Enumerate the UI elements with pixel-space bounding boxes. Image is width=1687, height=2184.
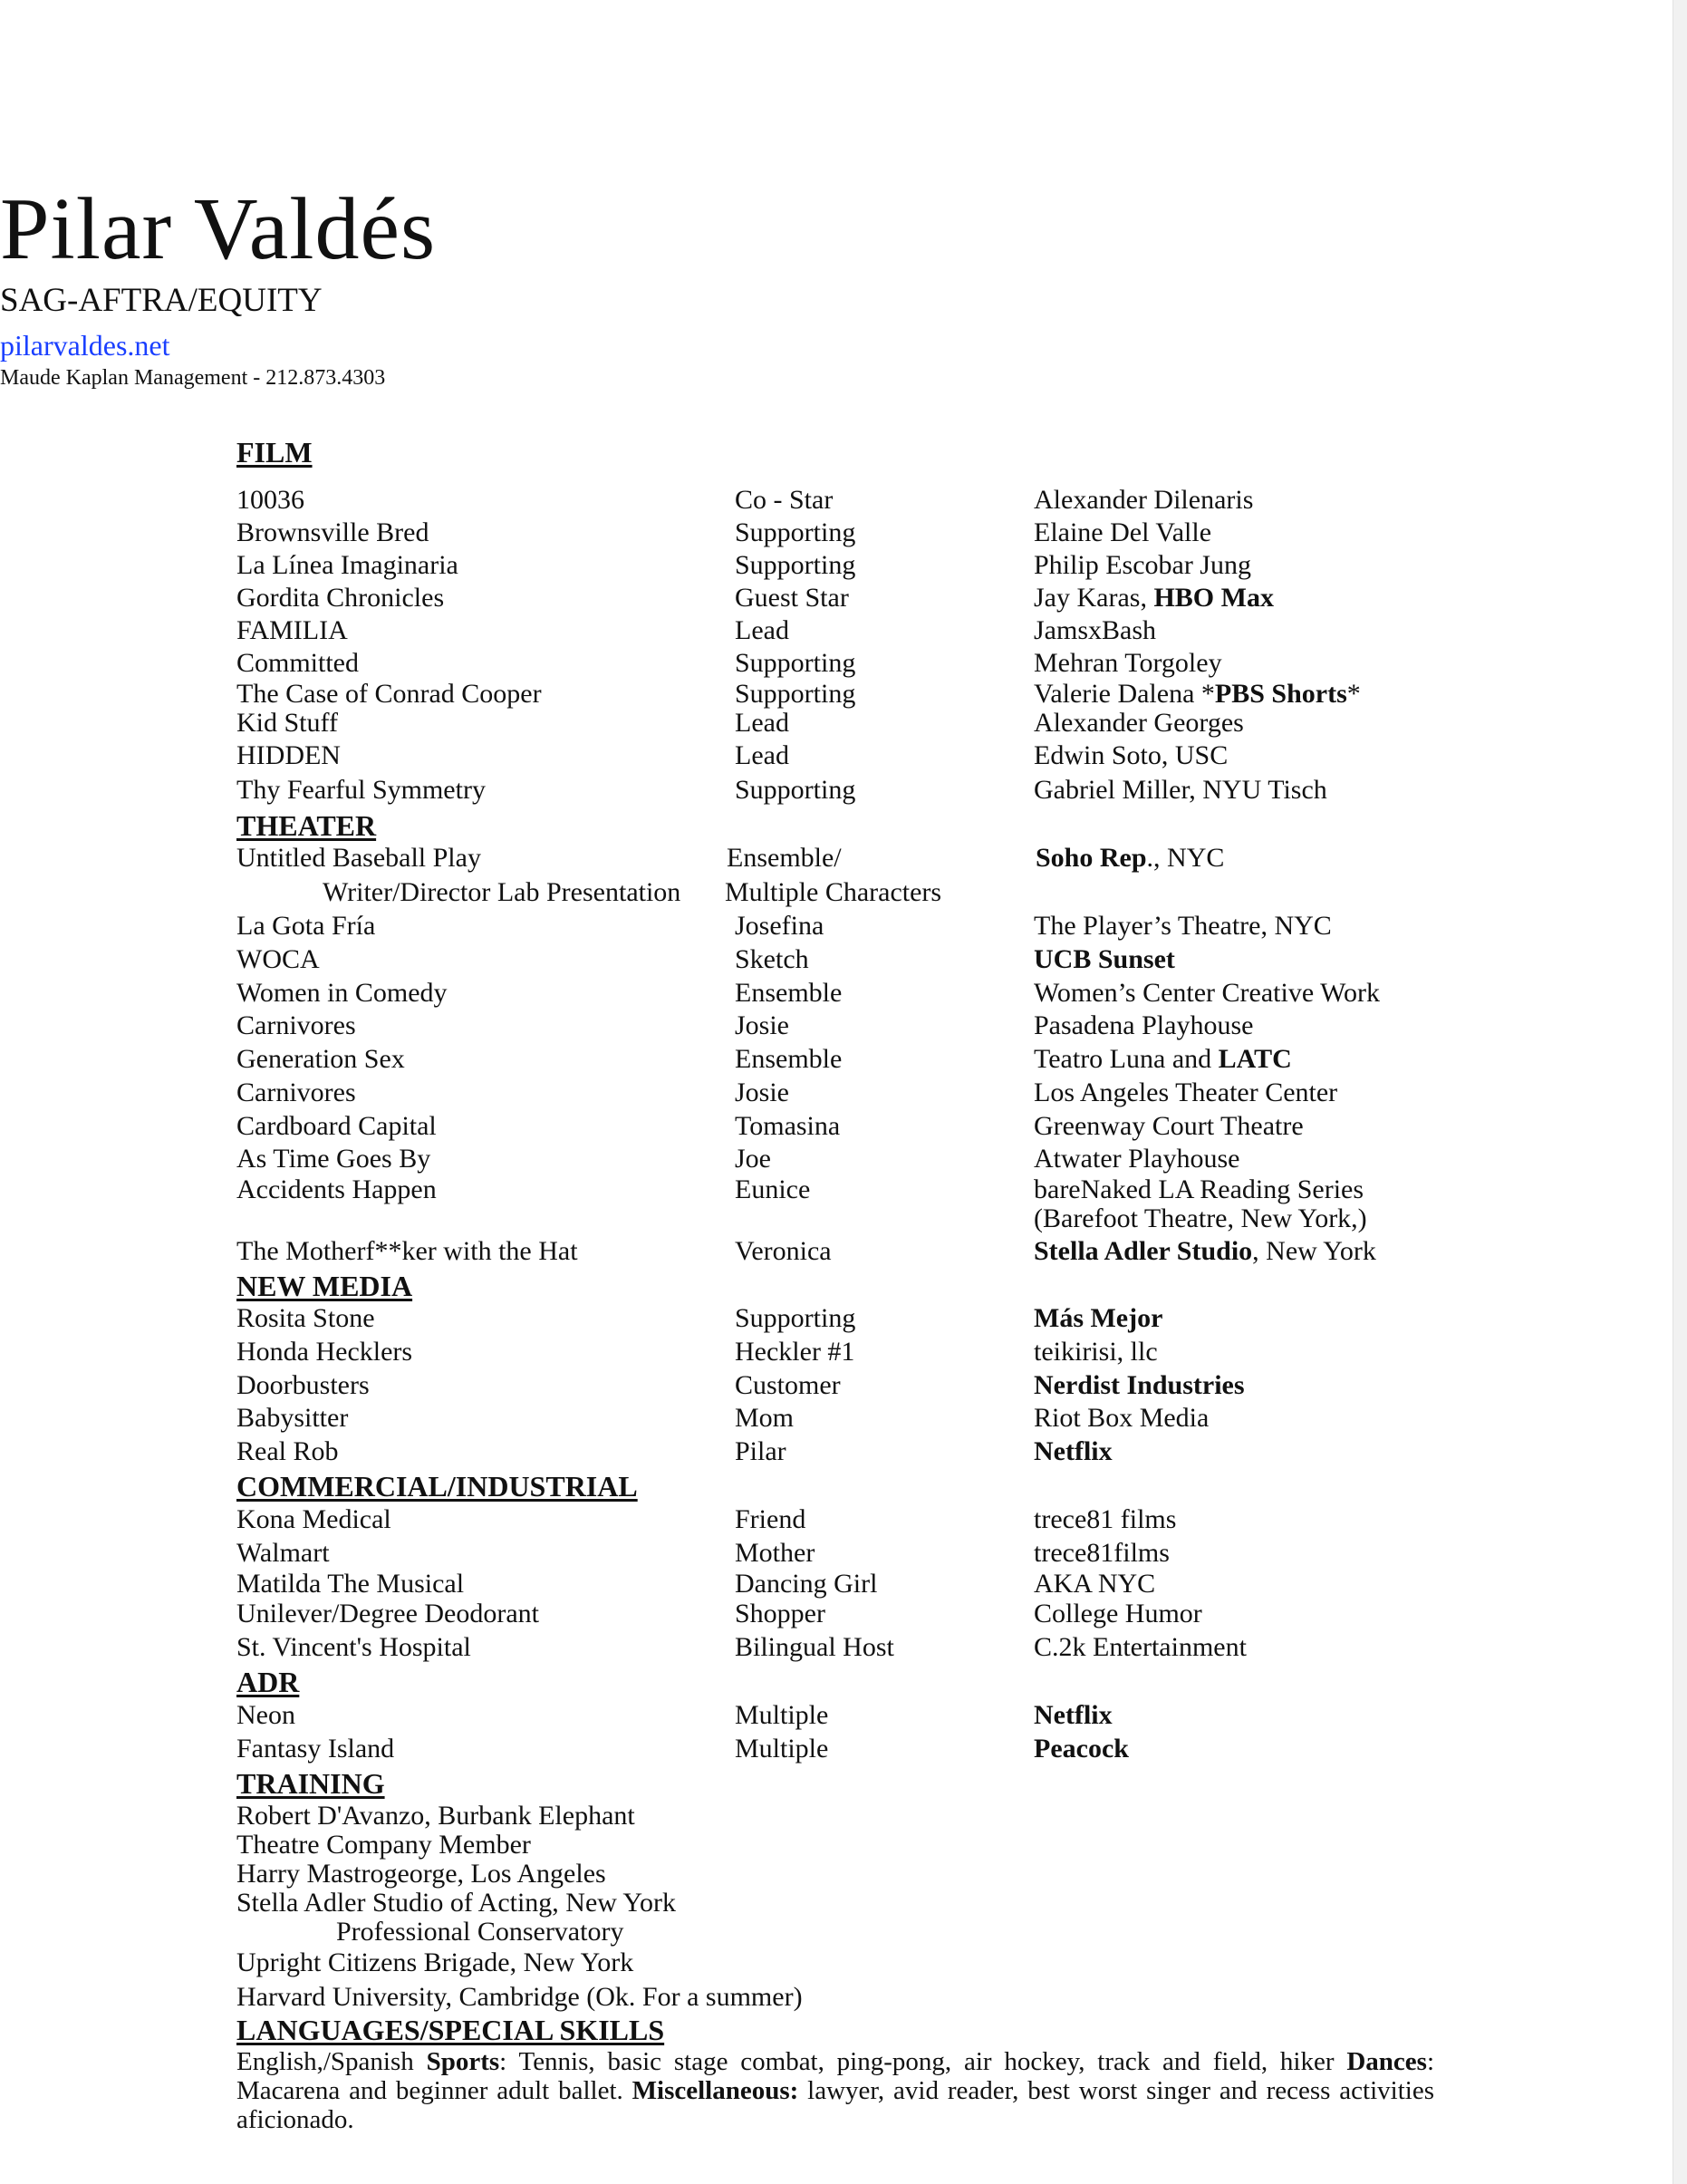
film-company: Edwin Soto, USC — [1034, 740, 1229, 770]
theater-company: Greenway Court Theatre — [1034, 1111, 1304, 1141]
theater-company: bareNaked LA Reading Series — [1034, 1174, 1364, 1204]
film-company: Gabriel Miller, NYU Tisch — [1034, 775, 1327, 805]
film-project: Kid Stuff — [236, 708, 338, 738]
film-role: Supporting — [735, 775, 856, 805]
commercial-project: Unilever/Degree Deodorant — [236, 1599, 540, 1628]
commercial-role: Mother — [735, 1538, 815, 1568]
film-project: FAMILIA — [236, 615, 348, 645]
theater-company: Stella Adler Studio, New York — [1034, 1236, 1376, 1266]
new-media-project: Real Rob — [236, 1436, 339, 1466]
new-media-company: teikirisi, llc — [1034, 1337, 1158, 1367]
commercial-role: Bilingual Host — [735, 1632, 894, 1662]
film-company: Valerie Dalena *PBS Shorts* — [1034, 679, 1361, 709]
theater-role: Sketch — [735, 944, 809, 974]
section-film-title: FILM — [236, 436, 313, 469]
film-role: Guest Star — [735, 583, 849, 613]
adr-role: Multiple — [735, 1734, 829, 1764]
training-line: Upright Citizens Brigade, New York — [236, 1947, 634, 1977]
film-company: Alexander Georges — [1034, 708, 1244, 738]
theater-project: Carnivores — [236, 1078, 356, 1107]
section-commercial-title: COMMERCIAL/INDUSTRIAL — [236, 1470, 638, 1503]
film-company: Philip Escobar Jung — [1034, 550, 1251, 580]
theater-project: Generation Sex — [236, 1044, 405, 1074]
theater-project-detail: Writer/Director Lab Presentation — [323, 877, 681, 907]
film-company: Jay Karas, HBO Max — [1034, 583, 1274, 613]
film-project: The Case of Conrad Cooper — [236, 679, 542, 709]
theater-role: Josie — [735, 1078, 789, 1107]
adr-project: Neon — [236, 1700, 295, 1730]
commercial-role: Shopper — [735, 1599, 825, 1628]
film-project: Brownsville Bred — [236, 517, 429, 547]
section-new-media-title: NEW MEDIA — [236, 1270, 413, 1302]
new-media-project: Honda Hecklers — [236, 1337, 413, 1367]
theater-project: La Gota Fría — [236, 911, 376, 941]
theater-project: Women in Comedy — [236, 978, 448, 1008]
commercial-project: St. Vincent's Hospital — [236, 1632, 471, 1662]
training-line: Harry Mastrogeorge, Los Angeles — [236, 1859, 606, 1889]
film-project: HIDDEN — [236, 740, 341, 770]
theater-project: Accidents Happen — [236, 1174, 437, 1204]
section-adr-title: ADR — [236, 1666, 300, 1698]
film-role: Lead — [735, 615, 789, 645]
theater-company: The Player’s Theatre, NYC — [1034, 911, 1332, 941]
theater-role: Eunice — [735, 1174, 811, 1204]
commercial-role: Dancing Girl — [735, 1569, 878, 1599]
new-media-company: Netflix — [1034, 1436, 1113, 1466]
new-media-company: Riot Box Media — [1034, 1403, 1210, 1433]
film-project: Gordita Chronicles — [236, 583, 445, 613]
adr-project: Fantasy Island — [236, 1734, 395, 1764]
theater-company: Women’s Center Creative Work — [1034, 978, 1381, 1008]
management-contact: Maude Kaplan Management - 212.873.4303 — [0, 366, 386, 390]
commercial-company: C.2k Entertainment — [1034, 1632, 1247, 1662]
film-role: Co - Star — [735, 485, 834, 515]
theater-company: Atwater Playhouse — [1034, 1144, 1240, 1174]
theater-project: Untitled Baseball Play — [236, 843, 481, 873]
commercial-project: Walmart — [236, 1538, 330, 1568]
commercial-company: trece81films — [1034, 1538, 1170, 1568]
theater-role: Veronica — [735, 1236, 832, 1266]
union-affiliation: SAG-AFTRA/EQUITY — [0, 282, 323, 319]
theater-project: The Motherf**ker with the Hat — [236, 1236, 578, 1266]
theater-role-detail: Multiple Characters — [725, 877, 942, 907]
theater-company: Teatro Luna and LATC — [1034, 1044, 1292, 1074]
film-project: Thy Fearful Symmetry — [236, 775, 486, 805]
theater-role: Ensemble/ — [727, 843, 842, 873]
commercial-role: Friend — [735, 1504, 806, 1534]
theater-role: Ensemble — [735, 1044, 843, 1074]
film-company: JamsxBash — [1034, 615, 1156, 645]
theater-role: Joe — [735, 1144, 771, 1174]
new-media-role: Supporting — [735, 1303, 856, 1333]
section-training-title: TRAINING — [236, 1767, 385, 1800]
new-media-role: Pilar — [735, 1436, 786, 1466]
film-role: Lead — [735, 740, 789, 770]
commercial-company: trece81 films — [1034, 1504, 1177, 1534]
new-media-role: Mom — [735, 1403, 795, 1433]
training-line: Theatre Company Member — [236, 1830, 531, 1860]
actor-name: Pilar Valdés — [0, 180, 437, 278]
theater-project: Carnivores — [236, 1010, 356, 1040]
commercial-company: AKA NYC — [1034, 1569, 1156, 1599]
new-media-role: Heckler #1 — [735, 1337, 855, 1367]
theater-role: Josie — [735, 1010, 789, 1040]
theater-role: Tomasina — [735, 1111, 841, 1141]
commercial-company: College Humor — [1034, 1599, 1202, 1628]
scrollbar[interactable] — [1673, 0, 1687, 2184]
training-line: Stella Adler Studio of Acting, New York — [236, 1888, 676, 1918]
film-company: Elaine Del Valle — [1034, 517, 1212, 547]
theater-role: Josefina — [735, 911, 824, 941]
new-media-project: Doorbusters — [236, 1370, 370, 1400]
training-line: Robert D'Avanzo, Burbank Elephant — [236, 1801, 635, 1831]
training-line: Professional Conservatory — [336, 1917, 624, 1947]
film-company: Alexander Dilenaris — [1034, 485, 1254, 515]
theater-company-detail: (Barefoot Theatre, New York,) — [1034, 1203, 1367, 1233]
theater-company: Pasadena Playhouse — [1034, 1010, 1254, 1040]
film-role: Supporting — [735, 517, 856, 547]
commercial-project: Matilda The Musical — [236, 1569, 465, 1599]
film-role: Supporting — [735, 648, 856, 678]
adr-role: Multiple — [735, 1700, 829, 1730]
skills-paragraph: English,/Spanish Sports: Tennis, basic stage combat, ping-pong, air hockey, track and field, hiker Dances: Macarena and beginner adult ballet. Miscellaneous: lawyer, avid reader, best worst singer and recess activities aficionado. — [236, 2047, 1434, 2134]
theater-project: Cardboard Capital — [236, 1111, 437, 1141]
film-company: Mehran Torgoley — [1034, 648, 1222, 678]
theater-company: UCB Sunset — [1034, 944, 1175, 974]
new-media-project: Rosita Stone — [236, 1303, 375, 1333]
commercial-project: Kona Medical — [236, 1504, 391, 1534]
new-media-project: Babysitter — [236, 1403, 349, 1433]
film-role: Lead — [735, 708, 789, 738]
section-skills-title: LANGUAGES/SPECIAL SKILLS — [236, 2014, 665, 2046]
new-media-role: Customer — [735, 1370, 841, 1400]
film-project: La Línea Imaginaria — [236, 550, 458, 580]
theater-role: Ensemble — [735, 978, 843, 1008]
website-link[interactable]: pilarvaldes.net — [0, 329, 170, 362]
film-project: 10036 — [236, 485, 304, 515]
adr-company: Netflix — [1034, 1700, 1113, 1730]
theater-project: As Time Goes By — [236, 1144, 431, 1174]
theater-company: Soho Rep., NYC — [1036, 843, 1225, 873]
section-theater-title: THEATER — [236, 809, 377, 842]
adr-company: Peacock — [1034, 1734, 1129, 1764]
new-media-company: Nerdist Industries — [1034, 1370, 1245, 1400]
theater-company: Los Angeles Theater Center — [1034, 1078, 1338, 1107]
film-role: Supporting — [735, 679, 856, 709]
film-role: Supporting — [735, 550, 856, 580]
film-project: Committed — [236, 648, 359, 678]
theater-project: WOCA — [236, 944, 320, 974]
new-media-company: Más Mejor — [1034, 1303, 1163, 1333]
training-line: Harvard University, Cambridge (Ok. For a summer) — [236, 1982, 803, 2012]
